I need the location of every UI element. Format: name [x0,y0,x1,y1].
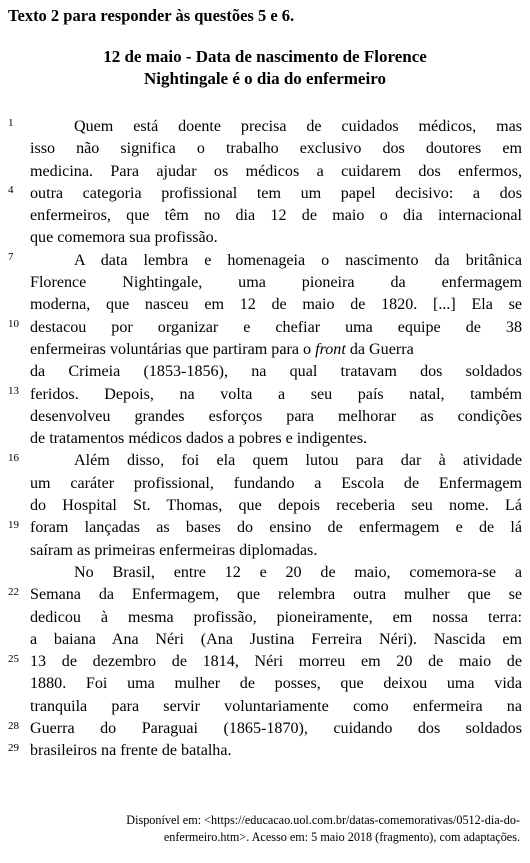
text-line: um caráter profissional, fundando a Escola de Enfermagem [30,474,522,492]
text-line: Quem está doente precisa de cuidados médicos, mas [74,118,522,135]
line-number: 4 [8,184,14,196]
article-body [30,116,522,763]
text-line: saíram as primeiras enfermeiras diplomadas. [30,541,318,559]
line-number: 10 [8,318,19,330]
text-line: brasileiros na frente de batalha. [30,742,232,760]
text-line: destacou por organizar e chefiar uma equipe de 38 [30,318,522,336]
source-line-1: Disponível em: <https://educacao.uol.com.br/datas-comemorativas/0512-dia-do- [126,813,520,827]
line-number: 13 [8,385,19,397]
line-number: 25 [8,653,19,665]
text-line: No Brasil, entre 12 e 20 de maio, comemora-se a [74,563,522,581]
text-line: que comemora sua profissão. [30,229,218,247]
text-line: enfermeiros, que têm no dia 12 de maio o dia internacional [30,207,522,225]
text-line: foram lançadas as bases do ensino de enfermagem e de lá [30,519,522,537]
line-number: 1 [8,117,14,129]
text-line: Guerra do Paraguai (1865-1870), cuidando dos soldados [30,720,522,738]
text-line: Além disso, foi ela quem lutou para dar à atividade [74,452,522,470]
text-line: Semana da Enfermagem, que relembra outra mulher que se [30,586,522,604]
text-line: dedicou à mesma profissão, pioneiramente, em nossa terra: [30,608,522,626]
line-number: 19 [8,519,19,531]
source-line-2: enfermeiro.htm>. Acesso em: 5 maio 2018 (fragmento), com adaptações. [163,830,520,844]
text-segment: da Guerra [349,340,414,358]
text-line: a baiana Ana Néri (Ana Justina Ferreira Néri). Nascida em [30,630,522,648]
title-line-1: 12 de maio - Data de nascimento de Florence [103,47,427,66]
title-line-2: Nightingale é o dia do enfermeiro [144,69,386,88]
line-number: 28 [8,720,19,732]
text-line: 13 de dezembro de 1814, Néri morreu em 20 de maio de [30,653,522,671]
text-line: outra categoria profissional tem um papel decisivo: a dos [30,184,522,202]
text-line: Florence Nightingale, uma pioneira da enfermagem [30,274,522,292]
line-number: 29 [8,742,19,754]
line-number: 22 [8,586,19,598]
text-header: Texto 2 para responder às questões 5 e 6. [8,6,295,25]
text-line: medicina. Para ajudar os médicos a cuidarem dos enfermos, [30,162,522,180]
text-line: desenvolveu grandes esforços para melhorar as condições [30,407,522,425]
article-title [0,46,530,90]
text-line: moderna, que nasceu em 12 de maio de 1820. [...] Ela se [30,296,522,314]
line-number: 7 [8,251,14,263]
text-line: do Hospital St. Thomas, que depois receberia seu nome. Lá [30,497,522,515]
text-line: da Crimeia (1853-1856), na qual tratavam dos soldados [30,363,522,381]
text-line: feridos. Depois, na volta a seu país natal, também [30,385,522,403]
text-line: 1880. Foi uma mulher de posses, que deixou uma vida [30,675,522,693]
source-citation [20,812,520,846]
text-line [30,339,522,361]
text-line: A data lembra e homenageia o nascimento da britânica [74,251,522,269]
text-segment: enfermeiras voluntárias que partiram para o [30,340,312,358]
text-line: tranquila para servir voluntariamente como enfermeira na [30,697,522,715]
text-line: de tratamentos médicos dados a pobres e indigentes. [30,430,367,448]
line-number: 16 [8,452,19,464]
italic-word: front [315,340,346,358]
text-line: isso não significa o trabalho exclusivo dos doutores em [30,140,522,158]
